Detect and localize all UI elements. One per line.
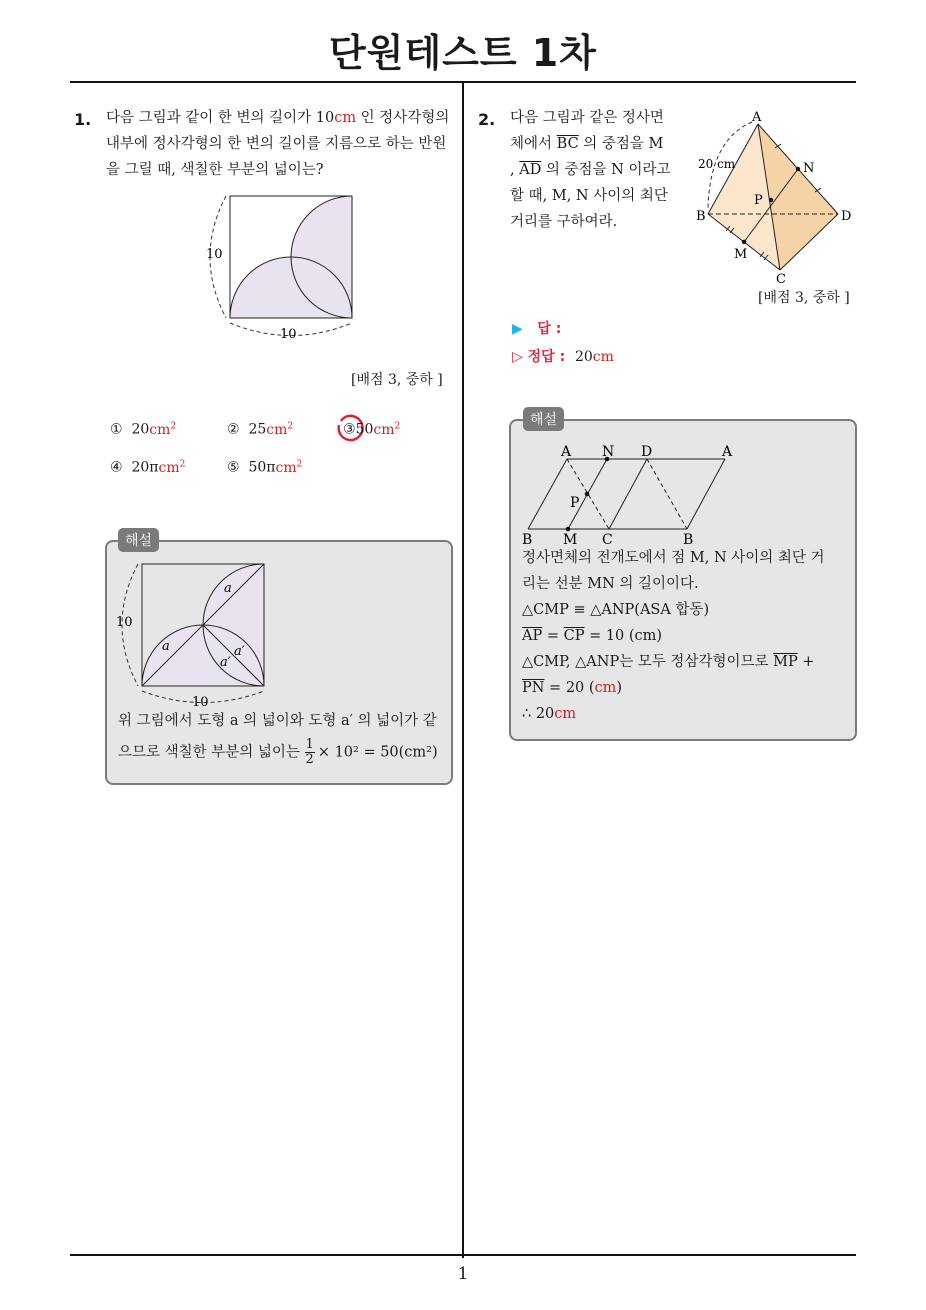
q1-sol-label-a-top: a xyxy=(224,581,232,596)
q1-solution-figure xyxy=(112,560,277,710)
q1-choice-3[interactable]: $③50cm^2$ xyxy=(343,421,401,438)
q2-net-P: P xyxy=(570,495,580,511)
q2-solution-tag: 해설 xyxy=(523,407,564,431)
q2-fig-C: C xyxy=(776,272,786,287)
q1-sol-label-left: 10 xyxy=(116,615,133,630)
q2-net-A1: A xyxy=(561,444,572,460)
q2-net-D: D xyxy=(641,444,653,460)
footer-divider xyxy=(70,1254,856,1256)
q1-sol-label-a-prime-1: a′ xyxy=(220,655,231,670)
q2-fig-P: P xyxy=(754,193,763,208)
q2-fig-M: M xyxy=(734,247,748,262)
page-number: 1 xyxy=(457,1264,469,1284)
q1-score: [배점 3, 중하 ] xyxy=(351,372,443,388)
q2-fig-A: A xyxy=(752,110,762,125)
q1-sol-label-bottom: 10 xyxy=(192,695,209,710)
q2-net-M: M xyxy=(563,532,578,548)
column-divider xyxy=(462,82,464,1258)
q2-answer-row: ▶ 답 : xyxy=(512,321,562,337)
q1-choice-1[interactable]: ① $20cm^2$ xyxy=(110,421,177,438)
q1-sol-label-a-prime-2: a′ xyxy=(234,644,245,659)
q1-number: 1. xyxy=(74,110,92,129)
q2-score: [배점 3, 중하 ] xyxy=(758,290,850,306)
q2-net-C: C xyxy=(602,532,613,548)
q1-solution-tag: 해설 xyxy=(118,528,159,552)
q1-fig-label-left: 10 xyxy=(206,247,223,262)
q1-figure xyxy=(200,190,370,345)
q1-text: 다음 그림과 같이 한 변의 길이가 10cm 인 정사각형의 내부에 정사각형의 한 변의 길이를 지름으로 하는 반원을 그릴 때, 색칠한 부분의 넓이는? xyxy=(106,110,450,178)
q2-solution-net-figure xyxy=(515,440,750,548)
q2-tetrahedron-figure xyxy=(690,110,860,290)
q2-text: 다음 그림과 같은 정사면 체에서 $\overline{BC}$ 의 중점을 M , $\overline{AD}$ 의 중점을 N 이라고 할 때, M, N 사이의 최단 거리를 구하여라. xyxy=(510,110,671,230)
q1-solution-line2: 으므로 색칠한 부분의 넓이는 $\frac{1}{2}$ × 10² = 50(cm²) xyxy=(118,737,438,767)
q1-solution-line1: 위 그림에서 도형 a 의 넓이와 도형 a′ 의 넓이가 같 xyxy=(118,713,437,729)
page-title: 단원테스트 1차 xyxy=(329,31,597,75)
q1-choice-4[interactable]: ④ 20πcm$^2$ xyxy=(110,459,186,476)
q2-fig-edge: 20 cm xyxy=(698,157,736,171)
q2-net-N: N xyxy=(602,444,615,460)
q1-choice-5[interactable]: ⑤ 50πcm$^2$ xyxy=(227,459,303,476)
q1-sol-label-a-left: a xyxy=(162,639,170,654)
q2-number: 2. xyxy=(478,110,496,129)
q2-fig-D: D xyxy=(841,209,852,224)
q2-solution-text: 정사면체의 전개도에서 점 M, N 사이의 최단 거 리는 선분 MN 의 길이이다. △CMP ≡ △ANP(ASA 합동) $\overline{AP} = \overline{CP} = 10$ (cm) △CMP, △ANP는 모두 정삼각형이므로 $\overline{MP}$ + $\overline{PN} = 20$ (cm) ∴ 20cm xyxy=(522,550,825,722)
q2-net-B1: B xyxy=(522,532,533,548)
q2-fig-B: B xyxy=(696,209,706,224)
q1-choice-2[interactable]: ② $25cm^2$ xyxy=(227,421,294,438)
q1-fig-label-bottom: 10 xyxy=(280,327,297,342)
q2-net-A2: A xyxy=(722,444,733,460)
q2-net-B2: B xyxy=(683,532,694,548)
q2-correct-row: ▷ 정답 : 20cm xyxy=(512,349,614,365)
q2-fig-N: N xyxy=(803,161,815,176)
